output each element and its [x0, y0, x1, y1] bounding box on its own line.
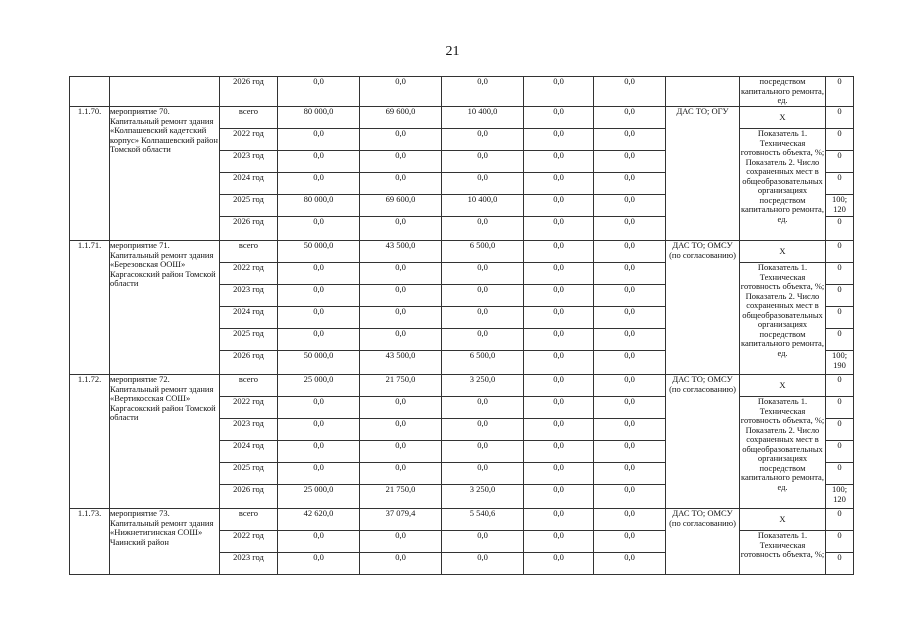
target-value-cell: 0 — [826, 77, 854, 107]
target-value-cell: 0 — [826, 397, 854, 419]
value-cell: 0,0 — [360, 129, 442, 151]
value-cell: 0,0 — [524, 173, 594, 195]
value-cell: 0,0 — [360, 77, 442, 107]
indicator-cell: Показатель 1. Техническая готовность объекта, %; Показатель 2. Число сохраненных мест в общеобразовательных организациях посредством капитального ремонта, ед. — [740, 397, 826, 509]
value-cell: 0,0 — [524, 307, 594, 329]
indicator-x-cell: X — [740, 375, 826, 397]
target-value-cell: 0 — [826, 129, 854, 151]
year-cell: всего — [220, 509, 278, 531]
item-name-cell: мероприятие 73. Капитальный ремонт здания «Нижнетигинская СОШ» Чаинский район — [110, 509, 220, 575]
value-cell: 0,0 — [442, 77, 524, 107]
value-cell: 10 400,0 — [442, 107, 524, 129]
value-cell: 0,0 — [278, 463, 360, 485]
value-cell: 3 250,0 — [442, 375, 524, 397]
target-value-cell: 0 — [826, 241, 854, 263]
year-cell: 2023 год — [220, 285, 278, 307]
value-cell: 0,0 — [360, 419, 442, 441]
value-cell: 6 500,0 — [442, 241, 524, 263]
value-cell: 50 000,0 — [278, 351, 360, 375]
year-cell: 2024 год — [220, 173, 278, 195]
value-cell: 0,0 — [442, 531, 524, 553]
value-cell: 0,0 — [278, 285, 360, 307]
value-cell: 0,0 — [278, 397, 360, 419]
value-cell: 0,0 — [278, 77, 360, 107]
target-value-cell: 0 — [826, 509, 854, 531]
year-cell: 2022 год — [220, 397, 278, 419]
year-cell: 2025 год — [220, 329, 278, 351]
value-cell: 0,0 — [594, 509, 666, 531]
value-cell: 0,0 — [524, 531, 594, 553]
value-cell: 0,0 — [524, 129, 594, 151]
target-value-cell: 0 — [826, 307, 854, 329]
value-cell: 0,0 — [594, 351, 666, 375]
value-cell: 0,0 — [594, 107, 666, 129]
value-cell: 0,0 — [278, 217, 360, 241]
target-value-cell: 0 — [826, 553, 854, 575]
value-cell: 0,0 — [524, 285, 594, 307]
year-cell: всего — [220, 241, 278, 263]
year-cell: 2024 год — [220, 307, 278, 329]
value-cell: 25 000,0 — [278, 485, 360, 509]
page-number: 21 — [445, 44, 460, 59]
table-row — [70, 375, 854, 397]
item-code-cell — [70, 77, 110, 107]
item-code-cell: 1.1.72. — [70, 375, 110, 509]
value-cell: 0,0 — [524, 195, 594, 217]
value-cell: 0,0 — [594, 241, 666, 263]
target-value-cell: 100; 120 — [826, 195, 854, 217]
value-cell: 0,0 — [524, 263, 594, 285]
year-cell: 2024 год — [220, 441, 278, 463]
value-cell: 0,0 — [360, 441, 442, 463]
value-cell: 0,0 — [442, 173, 524, 195]
value-cell: 0,0 — [442, 285, 524, 307]
target-value-cell: 100; 190 — [826, 351, 854, 375]
value-cell: 0,0 — [524, 107, 594, 129]
value-cell: 0,0 — [594, 441, 666, 463]
value-cell: 0,0 — [278, 531, 360, 553]
value-cell: 0,0 — [442, 441, 524, 463]
value-cell: 10 400,0 — [442, 195, 524, 217]
indicator-x-cell: X — [740, 241, 826, 263]
value-cell: 0,0 — [360, 263, 442, 285]
value-cell: 0,0 — [524, 329, 594, 351]
value-cell: 0,0 — [594, 173, 666, 195]
executor-cell: ДАС ТО; ОМСУ (по согласованию) — [666, 241, 740, 375]
value-cell: 0,0 — [442, 151, 524, 173]
value-cell: 0,0 — [442, 329, 524, 351]
value-cell: 0,0 — [442, 217, 524, 241]
value-cell: 0,0 — [278, 307, 360, 329]
target-value-cell: 0 — [826, 329, 854, 351]
item-code-cell: 1.1.71. — [70, 241, 110, 375]
indicator-x-cell: X — [740, 107, 826, 129]
value-cell: 0,0 — [524, 553, 594, 575]
value-cell: 0,0 — [442, 397, 524, 419]
value-cell: 0,0 — [524, 151, 594, 173]
value-cell: 0,0 — [524, 419, 594, 441]
value-cell: 0,0 — [524, 441, 594, 463]
year-cell: 2023 год — [220, 419, 278, 441]
year-cell: 2022 год — [220, 531, 278, 553]
item-code-cell: 1.1.73. — [70, 509, 110, 575]
value-cell: 5 540,6 — [442, 509, 524, 531]
program-table — [69, 76, 854, 575]
value-cell: 0,0 — [278, 173, 360, 195]
value-cell: 43 500,0 — [360, 241, 442, 263]
value-cell: 6 500,0 — [442, 351, 524, 375]
target-value-cell: 0 — [826, 419, 854, 441]
value-cell: 0,0 — [524, 241, 594, 263]
value-cell: 0,0 — [594, 329, 666, 351]
value-cell: 0,0 — [594, 195, 666, 217]
value-cell: 0,0 — [442, 463, 524, 485]
value-cell: 0,0 — [278, 263, 360, 285]
value-cell: 69 600,0 — [360, 107, 442, 129]
value-cell: 0,0 — [594, 531, 666, 553]
indicator-cell: Показатель 1. Техническая готовность объекта, %; — [740, 531, 826, 575]
target-value-cell: 0 — [826, 263, 854, 285]
target-value-cell: 0 — [826, 463, 854, 485]
year-cell: 2026 год — [220, 77, 278, 107]
value-cell: 0,0 — [278, 553, 360, 575]
year-cell: 2022 год — [220, 129, 278, 151]
value-cell: 80 000,0 — [278, 107, 360, 129]
year-cell: 2026 год — [220, 217, 278, 241]
value-cell: 0,0 — [360, 329, 442, 351]
value-cell: 0,0 — [594, 77, 666, 107]
value-cell: 42 620,0 — [278, 509, 360, 531]
target-value-cell: 0 — [826, 441, 854, 463]
value-cell: 0,0 — [594, 307, 666, 329]
value-cell: 21 750,0 — [360, 485, 442, 509]
value-cell: 37 079,4 — [360, 509, 442, 531]
value-cell: 25 000,0 — [278, 375, 360, 397]
value-cell: 0,0 — [278, 441, 360, 463]
value-cell: 0,0 — [360, 553, 442, 575]
executor-cell: ДАС ТО; ОМСУ (по согласованию) — [666, 509, 740, 575]
value-cell: 0,0 — [524, 375, 594, 397]
value-cell: 0,0 — [594, 485, 666, 509]
value-cell: 0,0 — [360, 151, 442, 173]
value-cell: 0,0 — [278, 419, 360, 441]
executor-cell: ДАС ТО; ОГУ — [666, 107, 740, 241]
table-row — [70, 77, 854, 107]
value-cell: 0,0 — [360, 285, 442, 307]
value-cell: 0,0 — [524, 397, 594, 419]
indicator-cell: Показатель 1. Техническая готовность объекта, %; Показатель 2. Число сохраненных мест в общеобразовательных организациях посредством капитального ремонта, ед. — [740, 129, 826, 241]
value-cell: 0,0 — [278, 129, 360, 151]
value-cell: 0,0 — [360, 173, 442, 195]
value-cell: 21 750,0 — [360, 375, 442, 397]
value-cell: 0,0 — [594, 285, 666, 307]
year-cell: 2026 год — [220, 351, 278, 375]
value-cell: 0,0 — [524, 485, 594, 509]
value-cell: 0,0 — [594, 375, 666, 397]
value-cell: 0,0 — [594, 553, 666, 575]
table-row — [70, 509, 854, 531]
value-cell: 0,0 — [524, 77, 594, 107]
item-name-cell: мероприятие 71. Капитальный ремонт здания «Березовская ООШ» Каргасокский район Томской области — [110, 241, 220, 375]
value-cell: 0,0 — [594, 419, 666, 441]
target-value-cell: 0 — [826, 531, 854, 553]
year-cell: 2022 год — [220, 263, 278, 285]
target-value-cell: 0 — [826, 375, 854, 397]
year-cell: 2023 год — [220, 151, 278, 173]
item-name-cell: мероприятие 70. Капитальный ремонт здания «Колпашевский кадетский корпус» Колпашевский район Томской области — [110, 107, 220, 241]
value-cell: 0,0 — [442, 263, 524, 285]
value-cell: 0,0 — [524, 217, 594, 241]
indicator-x-cell: X — [740, 509, 826, 531]
value-cell: 50 000,0 — [278, 241, 360, 263]
item-name-cell: мероприятие 72. Капитальный ремонт здания «Вертикосская СОШ» Каргасокский район Томской области — [110, 375, 220, 509]
year-cell: 2026 год — [220, 485, 278, 509]
value-cell: 0,0 — [360, 217, 442, 241]
target-value-cell: 0 — [826, 217, 854, 241]
target-value-cell: 0 — [826, 151, 854, 173]
value-cell: 0,0 — [442, 129, 524, 151]
value-cell: 0,0 — [442, 307, 524, 329]
year-cell: всего — [220, 107, 278, 129]
value-cell: 0,0 — [594, 151, 666, 173]
indicator-cell: Показатель 1. Техническая готовность объекта, %; Показатель 2. Число сохраненных мест в общеобразовательных организациях посредством капитального ремонта, ед. — [740, 263, 826, 375]
value-cell: 0,0 — [594, 129, 666, 151]
value-cell: 0,0 — [360, 531, 442, 553]
value-cell: 69 600,0 — [360, 195, 442, 217]
value-cell: 3 250,0 — [442, 485, 524, 509]
value-cell: 0,0 — [594, 263, 666, 285]
value-cell: 0,0 — [278, 151, 360, 173]
target-value-cell: 100; 120 — [826, 485, 854, 509]
value-cell: 0,0 — [442, 553, 524, 575]
table-row — [70, 241, 854, 263]
value-cell: 0,0 — [524, 351, 594, 375]
value-cell: 0,0 — [524, 509, 594, 531]
target-value-cell: 0 — [826, 107, 854, 129]
value-cell: 0,0 — [524, 463, 594, 485]
target-value-cell: 0 — [826, 173, 854, 195]
target-value-cell: 0 — [826, 285, 854, 307]
value-cell: 0,0 — [360, 307, 442, 329]
value-cell: 43 500,0 — [360, 351, 442, 375]
value-cell: 0,0 — [442, 419, 524, 441]
value-cell: 0,0 — [278, 329, 360, 351]
value-cell: 80 000,0 — [278, 195, 360, 217]
value-cell: 0,0 — [594, 397, 666, 419]
item-code-cell: 1.1.70. — [70, 107, 110, 241]
executor-cell — [666, 77, 740, 107]
value-cell: 0,0 — [360, 463, 442, 485]
table-row — [70, 107, 854, 129]
item-name-cell — [110, 77, 220, 107]
value-cell: 0,0 — [594, 463, 666, 485]
year-cell: всего — [220, 375, 278, 397]
value-cell: 0,0 — [594, 217, 666, 241]
value-cell: 0,0 — [360, 397, 442, 419]
year-cell: 2025 год — [220, 463, 278, 485]
year-cell: 2025 год — [220, 195, 278, 217]
executor-cell: ДАС ТО; ОМСУ (по согласованию) — [666, 375, 740, 509]
year-cell: 2023 год — [220, 553, 278, 575]
indicator-cell: посредством капитального ремонта, ед. — [741, 76, 824, 105]
